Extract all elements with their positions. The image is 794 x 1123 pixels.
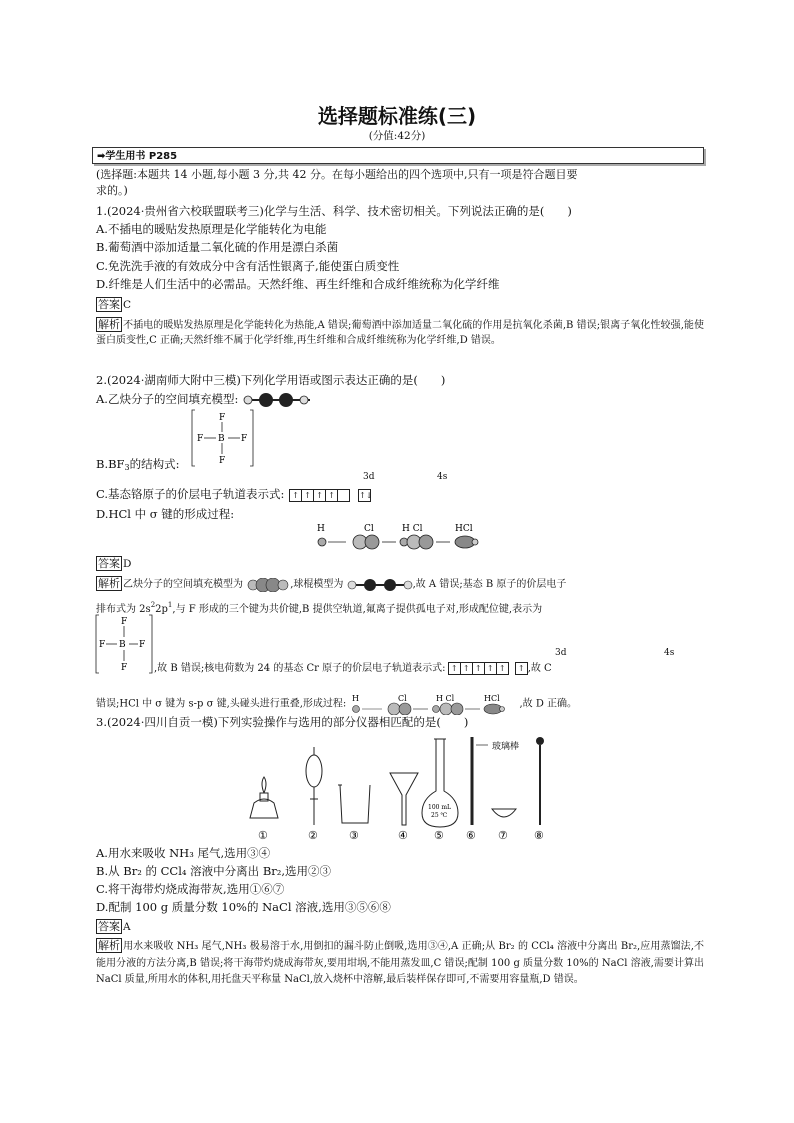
q2-answer xyxy=(96,555,131,572)
orbital-box-3d-1: ↑ xyxy=(289,489,302,502)
orbital-box-3d-1: ↑ xyxy=(448,662,461,675)
hcl-icon-label-hcl: HCl xyxy=(483,694,500,703)
apparatus-number-1: ① xyxy=(258,829,268,842)
answer-tag: 答案 xyxy=(98,298,120,311)
intro-line-2: 求的。) xyxy=(96,184,128,197)
q2-explanation-text-1: 乙炔分子的空间填充模型为 xyxy=(123,579,243,590)
apparatus-number-3: ③ xyxy=(349,829,359,842)
q3-option-a: A.用水来吸收 NH₃ 尾气,选用③④ xyxy=(96,846,271,860)
page-title: 选择题标准练(三) xyxy=(317,104,477,128)
hcl-process-label-hcl: HCl xyxy=(455,524,473,534)
q2-explanation-text-4a: 错误;HCl 中 σ 键为 s-p σ 键,头碰头进行重叠,形成过程: xyxy=(96,698,347,710)
q3-stem: 3.(2024·四川自贡一模)下列实验操作与选用的部分仪器相匹配的是( ) xyxy=(96,715,469,729)
q1-option-b: B.葡萄酒中添加适量二氧化硫的作用是漂白杀菌 xyxy=(96,240,339,254)
orbital-label-4s: 4s xyxy=(437,472,448,482)
q3-option-b: B.从 Br₂ 的 CCl₄ 溶液中分离出 Br₂,选用②③ xyxy=(96,864,332,878)
q2-option-b xyxy=(96,456,180,476)
q1-option-a: A.不插电的暖贴发热原理是化学能转化为电能 xyxy=(96,222,327,236)
q2-explanation-text-2a: 排布式为 2s xyxy=(96,604,151,615)
q2-option-c-text: C.基态铬原子的价层电子轨道表示式: xyxy=(96,487,285,501)
q2-explanation-text-4b: ,故 D 正确。 xyxy=(519,698,578,710)
q2-explanation-sup-2: 1 xyxy=(167,601,173,609)
q2-option-b-text: B.BF xyxy=(96,457,125,471)
orbital-label-3d: 3d xyxy=(363,472,375,482)
apparatus-number-6: ⑥ xyxy=(466,829,476,842)
answer-tag: 答案 xyxy=(98,920,120,933)
bf4-atom-center: B xyxy=(119,640,126,650)
orbital-box-4s: ↑ xyxy=(515,662,528,675)
book-reference-bar xyxy=(92,147,704,164)
orbital-box-3d-3: ↑ xyxy=(313,489,326,502)
q2-option-a xyxy=(96,391,312,407)
bf4-atom-bottom: F xyxy=(121,663,128,673)
q2-explanation-line-2 xyxy=(96,598,704,617)
orbital-box-3d-3: ↑ xyxy=(472,662,485,675)
q2-explanation-text-2b: 2p xyxy=(155,604,168,615)
q1-answer-value: C xyxy=(123,299,132,311)
bf3-atom-center: B xyxy=(218,434,225,444)
q2-explanation-text-1b: ,球棍模型为 xyxy=(290,579,344,590)
bf3-atom-top: F xyxy=(219,413,226,423)
q2-explanation-text-2c: ,与 F 形成的三个键为共价键,B 提供空轨道,氟离子提供孤电子对,形成配位键,表示为 xyxy=(172,604,543,615)
bf4-atom-right: F xyxy=(139,640,146,650)
orbital-box-3d-2: ↑ xyxy=(301,489,314,502)
bf3-atom-right: F xyxy=(241,434,248,444)
q2-option-c xyxy=(96,486,371,502)
ethyne-ball-stick-icon xyxy=(347,578,413,592)
q1-explanation xyxy=(96,317,704,348)
q3-option-d: D.配制 100 g 质量分数 10%的 NaCl 溶液,选用③⑤⑥⑧ xyxy=(96,900,391,914)
explain-tag: 解析 xyxy=(98,577,120,590)
bf3-atom-bottom: F xyxy=(219,456,226,466)
cr-orbital-diagram xyxy=(290,486,371,502)
bf4-atom-top: F xyxy=(121,617,128,627)
q3-answer-value: A xyxy=(123,921,131,933)
apparatus-number-8: ⑧ xyxy=(534,829,544,842)
q2-option-b-tail: 的结构式: xyxy=(129,457,180,471)
q3-answer xyxy=(96,918,131,935)
q1-option-d: D.纤维是人们生活中的必需品。天然纤维、再生纤维和合成纤维统称为化学纤维 xyxy=(96,277,500,291)
orbital-box-3d-5 xyxy=(337,489,350,502)
hcl-process-label-hcl-sep: H Cl xyxy=(402,524,423,534)
book-reference-label: 学生用书 P285 xyxy=(105,151,178,162)
hcl-icon-label-h: H xyxy=(351,694,359,703)
answer-tag: 答案 xyxy=(98,557,120,570)
q2-answer-value: D xyxy=(123,558,132,570)
hcl-process-icon xyxy=(350,693,520,715)
q2-explanation-text-3c: ,故 C xyxy=(527,663,552,674)
apparatus-number-5: ⑤ xyxy=(434,829,444,842)
q2-option-b-sub: 3 xyxy=(124,463,130,472)
q1-option-c: C.免洗洗手液的有效成分中含有活性银离子,能使蛋白质变性 xyxy=(96,259,400,273)
orbital-box-3d-4: ↑ xyxy=(325,489,338,502)
bf3-structural-formula xyxy=(190,408,255,468)
q2-explanation-line-4 xyxy=(96,693,704,715)
bf3-atom-left: F xyxy=(197,434,204,444)
orbital-box-4s: ↑↓ xyxy=(359,490,373,500)
q3-explanation-text: 用水来吸收 NH₃ 尾气,NH₃ 极易溶于水,用倒扣的漏斗防止倒吸,选用③④,A 正确;从 Br₂ 的 CCl₄ 溶液中分离出 Br₂,应用蒸馏法,不能用分液的方法分离,B 错误;将干海带灼烧成海带灰,要用坩埚,不能用蒸发皿,C 错误;配制 100 g 质量分数 10%的 NaCl 溶液,需要计算出 NaCl 质量,所用水的体积,用托盘天平称量 NaCl,放入烧杯中溶解,最后装样保存即可,不需要用容量瓶,D 错误。 xyxy=(96,941,704,985)
q2-explanation-text-1c: ,故 A 错误;基态 B 原子的价层电子 xyxy=(412,579,567,590)
bf4-coordination-structure xyxy=(94,613,154,675)
score-note: (分值:42分) xyxy=(368,130,426,142)
cr-orbital-diagram-expl xyxy=(449,661,528,676)
q3-explanation xyxy=(96,938,704,989)
ethyne-fill-model-icon xyxy=(246,578,290,592)
explain-tag: 解析 xyxy=(98,939,120,952)
q2-explanation-line-1 xyxy=(96,576,704,592)
intro-line-1: (选择题:本题共 14 小题,每小题 3 分,共 42 分。在每小题给出的四个选项中,只有一项是符合题目要 xyxy=(96,168,578,181)
hcl-icon-label-hcl-sep: H Cl xyxy=(435,694,454,703)
explain-tag: 解析 xyxy=(98,318,120,331)
q1-explanation-text: 不插电的暖贴发热原理是化学能转化为热能,A 错误;葡萄酒中添加适量二氧化硫的作用是抗氧化杀菌,B 错误;银离子氧化性较强,能使蛋白质变性,C 正确;天然纤维不属于化学纤维,再生纤维和合成纤维统称为化学纤维,D 错误。 xyxy=(96,320,704,346)
flask-label-temp: 25 ℃ xyxy=(431,812,448,819)
bf4-atom-left: F xyxy=(99,640,106,650)
ethyne-space-filling-model xyxy=(242,393,312,407)
hcl-process-label-cl: Cl xyxy=(364,524,374,534)
orbital-label-3d-expl: 3d xyxy=(555,648,567,658)
q3-option-c: C.将干海带灼烧成海带灰,选用①⑥⑦ xyxy=(96,882,285,896)
q2-option-d: D.HCl 中 σ 键的形成过程: xyxy=(96,507,235,521)
orbital-box-3d-4: ↑ xyxy=(484,662,497,675)
q2-stem: 2.(2024·湖南师大附中三模)下列化学用语或图示表达正确的是( ) xyxy=(96,373,446,387)
orbital-box-3d-5: ↑ xyxy=(496,662,509,675)
q2-explanation-line-3 xyxy=(154,661,714,676)
apparatus-number-7: ⑦ xyxy=(498,829,508,842)
hcl-process-label-h: H xyxy=(317,524,325,534)
hcl-sigma-bond-process xyxy=(312,522,487,552)
q2-explanation-text-3: ,故 B 错误;核电荷数为 24 的基态 Cr 原子的价层电子轨道表示式: xyxy=(154,663,446,674)
q2-explanation-sup-1: 2 xyxy=(150,601,156,609)
lab-apparatus-figure xyxy=(240,733,560,845)
hcl-icon-label-cl: Cl xyxy=(397,694,407,703)
apparatus-number-2: ② xyxy=(308,829,318,842)
glass-rod-label: 玻璃棒 xyxy=(492,742,520,752)
flask-label-volume: 100 mL xyxy=(428,804,452,811)
q2-option-a-text: A.乙炔分子的空间填充模型: xyxy=(96,392,239,406)
q1-answer xyxy=(96,296,131,313)
q1-stem: 1.(2024·贵州省六校联盟联考三)化学与生活、科学、技术密切相关。下列说法正确的是( ) xyxy=(96,204,572,218)
orbital-label-4s-expl: 4s xyxy=(664,648,675,658)
apparatus-number-4: ④ xyxy=(398,829,408,842)
arrow-icon: ➡ xyxy=(97,151,106,162)
orbital-box-3d-2: ↑ xyxy=(460,662,473,675)
